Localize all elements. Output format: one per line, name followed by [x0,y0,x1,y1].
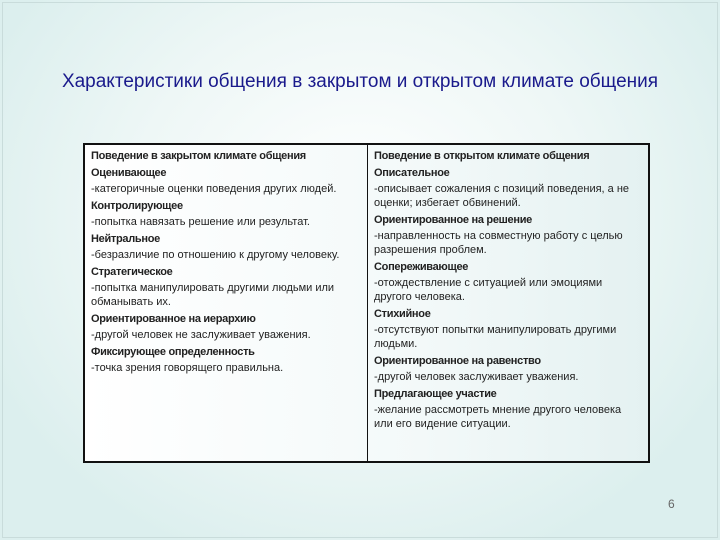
behavior-description: -желание рассмотреть мнение другого человека или его видение ситуации. [374,404,622,430]
behavior-description: -другой человек заслуживает уважения. [374,371,579,383]
behavior-type: Предлагающее участие [374,388,497,400]
behavior-description: -другой человек не заслуживает уважения. [91,329,311,341]
behavior-description: -направленность на совместную работу с целью разрешения проблем. [374,230,623,256]
behavior-description: -описывает сожаления с позиций поведения, а не оценки; избегает обвинений. [374,183,630,209]
behavior-description: -попытка навязать решение или результат. [91,216,310,228]
open-climate-column [368,145,648,461]
behavior-type: Ориентированное на равенство [374,355,541,367]
column-heading: Поведение в открытом климате общения [374,150,590,162]
behavior-type: Контролирующее [91,200,183,212]
comparison-table [83,143,650,463]
behavior-type: Нейтральное [91,233,160,245]
behavior-type: Стихийное [374,308,431,320]
slide-title: Характеристики общения в закрытом и открытом климате общения [61,71,659,92]
behavior-description: -попытка манипулировать другими людьми или обманывать их. [91,282,335,308]
behavior-description: -точка зрения говорящего правильна. [91,362,284,374]
behavior-type: Фиксирующее определенность [91,346,255,358]
behavior-description: -безразличие по отношению к другому человеку. [91,249,340,261]
behavior-type: Оценивающее [91,167,167,179]
page-number: 6 [668,497,675,511]
closed-climate-column [85,145,368,461]
behavior-type: Описательное [374,167,450,179]
behavior-description: -категоричные оценки поведения других людей. [91,183,337,195]
behavior-description: -отождествление с ситуацией или эмоциями другого человека. [374,277,603,303]
behavior-type: Ориентированное на иерархию [91,313,256,325]
behavior-description: -отсутствуют попытки манипулировать другими людьми. [374,324,617,350]
behavior-type: Сопереживающее [374,261,469,273]
behavior-type: Стратегическое [91,266,173,278]
behavior-type: Ориентированное на решение [374,214,532,226]
column-heading: Поведение в закрытом климате общения [91,150,306,162]
